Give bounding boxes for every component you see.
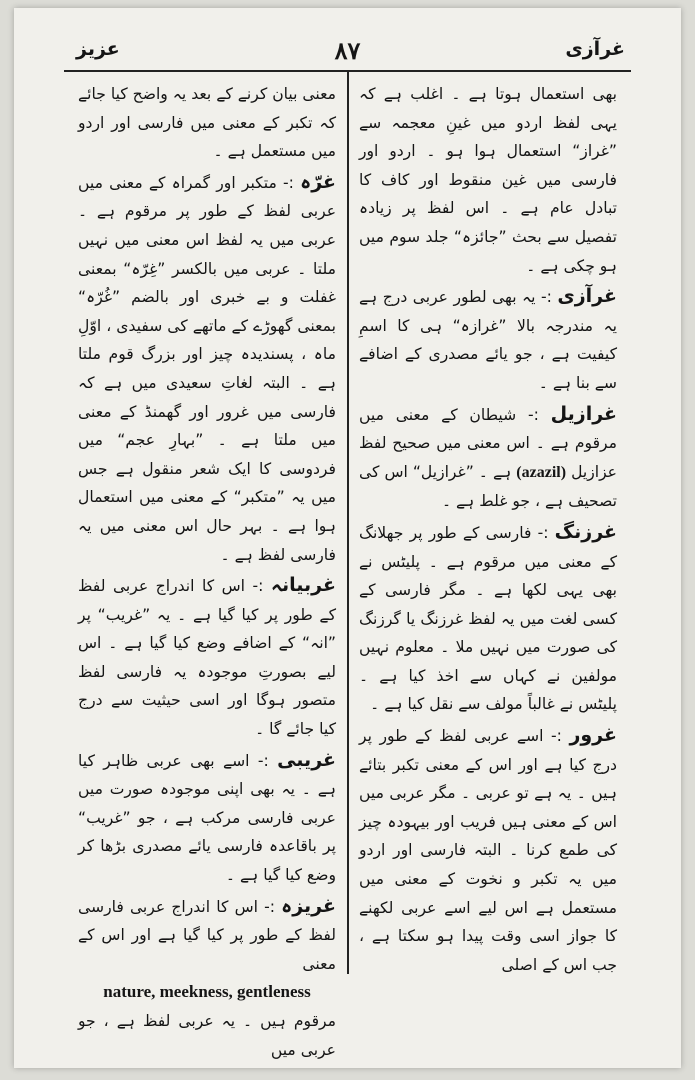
entry-text: :- اسے عربی لفظ کے طور پر درج کیا ہے اور اس کے معنی تکبر بتائے ہیں ۔ یہ ہے تو عربی ۔ مگر عربی میں اس کے معنی ہیں فریب اور بیہودہ چیز کی طمع کرنا ۔ البتہ فارسی اور اردو میں یہ تکبر و نخوت کے معنی میں مستعمل ہے اس لیے اسے عربی لکھنے کا جواز اسی وقت پیدا ہو سکتا ہے ، جب اس کے اصلی <box>359 727 617 974</box>
left-column <box>78 80 336 1064</box>
entry-ghurur <box>359 721 617 979</box>
entry-text: :- یہ بھی لطور عربی درج ہے یہ مندرجہ بالا ”غرازہ“ ہی کا اسمِ کیفیت ہے ، جو یائے مصدری کے اضافے سے بنا ہے ۔ <box>359 288 617 392</box>
entry-latin-gloss: nature, meekness, gentleness <box>103 982 311 1002</box>
entry-headword: غربیانہ <box>270 574 336 597</box>
entry-text: :- اس کا اندراج عربی لفظ کے طور پر کیا گیا ہے ۔ یہ ”غریب“ پر ”انہ“ کے اضافے وضع کیا گیا ہے ۔ اس لیے بصورتِ موجودہ یہ فارسی لفظ متصور ہوگا اور اسی حیثیت سے درج کیا جائے گا ۔ <box>78 577 336 739</box>
entry-gharzang <box>359 518 617 719</box>
entry-ghariza <box>78 892 336 1065</box>
entry-gharazil <box>359 400 617 516</box>
entry-text: :- اس کا اندراج عربی فارسی لفظ کے طور پر کیا گیا ہے اور اس کے معنی <box>78 897 336 973</box>
dictionary-page <box>14 8 681 1068</box>
entry-text: :- متکبر اور گمراہ کے معنی میں عربی لفظ کے طور پر مرقوم ہے ۔ عربی میں یہ لفظ اس معنی میں نہیں ملتا ۔ عربی میں بالکسر ”غِرّہ“ بمعنی غفلت و بے خبری اور بالضم ”غُرّہ“ بمعنی گھوڑے کے ماتھے کی سفیدی ، اوّلِ ماہ ، پسندیدہ چیز اور بزرگ قوم ملتا ہے ۔ البتہ لغاتِ سعیدی میں ہے کہ فارسی میں غرور اور گھمنڈ کے معنی میں ملتا ہے ۔ ”بہارِ عجم“ میں فردوسی کا ایک شعر منقول ہے جس میں یہ ”متکبر“ کے معنی میں استعمال ہوا ہے ۔ بہر حال اس معنی میں یہ فارسی لفظ ہے ۔ <box>78 173 336 564</box>
page-header <box>64 38 631 70</box>
column-divider <box>347 70 349 974</box>
entry-headword: غرازیل <box>550 402 617 425</box>
entry-gharazi <box>359 282 617 397</box>
entry-text: :- فارسی کے طور پر جھلانگ کے معنی میں مرقوم ہے ۔ پلیٹس نے بھی یہی لکھا ہے ۔ مگر فارسی کے کسی لغت میں یہ لفظ غرزنگ یا گرزنگ کی صورت میں نہیں ملا ۔ معلوم نہیں مولفین نے کہاں سے اخذ کیا ہے ۔ پلیٹس نے غالباً مولف سے نقل کیا ہے ۔ <box>359 523 617 714</box>
right-column <box>359 80 617 979</box>
entry-headword: غریزہ <box>281 894 336 917</box>
entry-continuation <box>78 80 336 166</box>
header-headword-right: غرآزی <box>565 38 625 60</box>
entry-text: :- اسے بھی عربی ظاہر کیا ہے ۔ یہ بھی اپنی موجودہ صورت میں عربی فارسی مرکب ہے ، جو ”غریب“ پر باقاعدہ فارسی یائے مصدری بڑھا کر وضع کیا گیا ہے ۔ <box>78 751 336 885</box>
entry-text: بھی استعمال ہوتا ہے ۔ اغلب ہے کہ یہی لفظ اردو میں غینِ معجمہ سے ”غراز“ استعمال ہوا ہو ۔ اردو اور فارسی میں غین منقوط اور کاف کا تبادل عام ہے ۔ اس لفظ پر زیادہ تفصیل سے بحث ”جائزہ“ جلد سوم میں ہو چکی ہے ۔ <box>359 85 617 275</box>
entry-ghurra <box>78 168 336 569</box>
entry-headword: غریبی <box>277 748 336 771</box>
page-number: ۸۷ <box>334 36 361 65</box>
entry-text: معنی بیان کرنے کے بعد یہ واضح کیا جائے کہ تکبر کے معنی میں فارسی اور اردو میں مستعمل ہے ۔ <box>78 85 336 161</box>
entry-headword: غرّہ <box>300 170 336 193</box>
entry-latin-gloss: (azazil) <box>516 463 567 481</box>
entry-headword: غرزنگ <box>554 520 617 543</box>
header-headword-left: عزیز <box>76 38 120 60</box>
entry-headword: غرور <box>569 724 617 747</box>
entry-text-after: مرقوم ہیں ۔ یہ عربی لفظ ہے ، جو عربی میں <box>78 1012 336 1059</box>
entry-text-after: ہے ۔ ”غرازیل“ اس کی تصحیف ہے ، جو غلط ہے ۔ <box>359 462 617 511</box>
entry-gharibana <box>78 571 336 744</box>
entry-headword: غرآزی <box>557 285 617 308</box>
entry-continuation <box>359 80 617 280</box>
entry-text: :- شیطان کے معنی میں مرقوم ہے ۔ اس معنی میں صحیح لفظ عزازیل <box>359 405 617 481</box>
entry-gharibi <box>78 746 336 890</box>
